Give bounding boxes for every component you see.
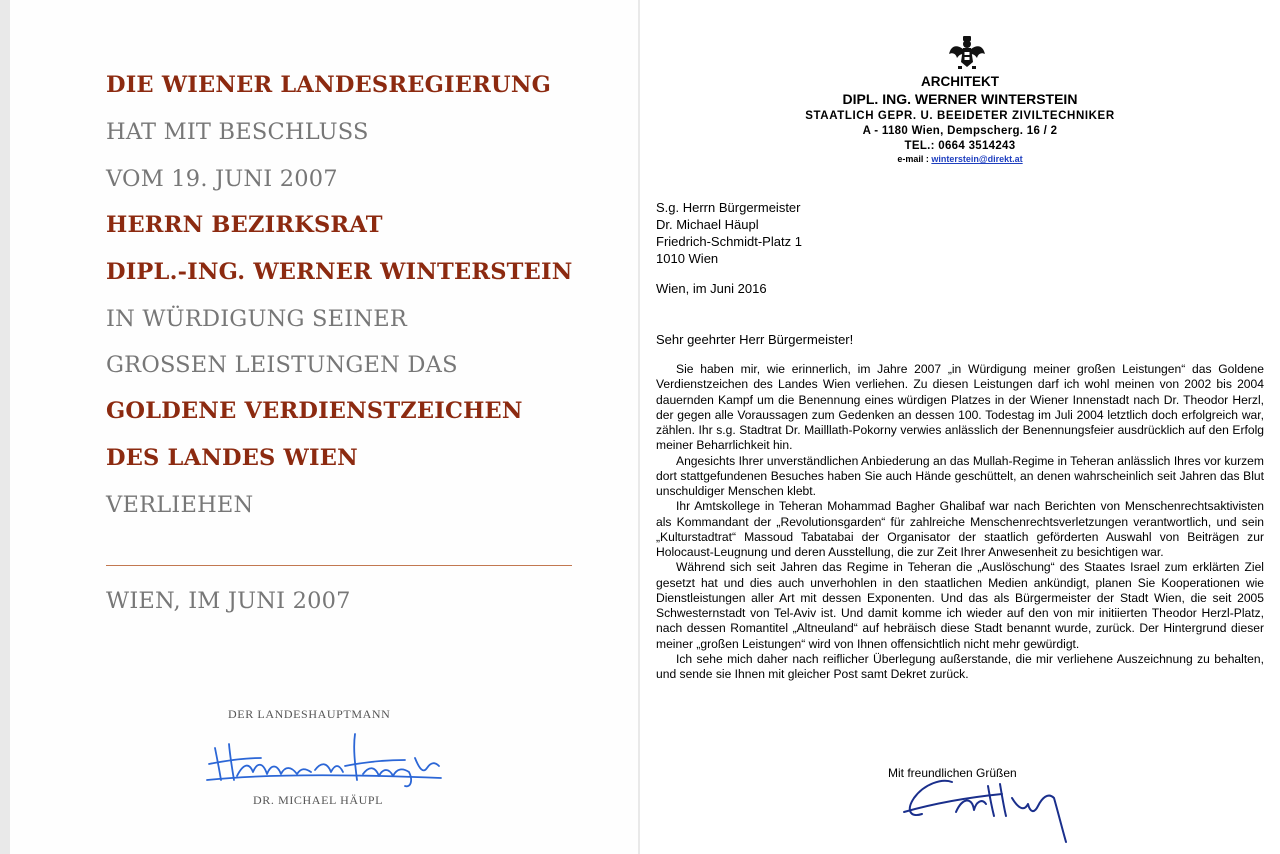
recipient-line: S.g. Herrn Bürgermeister [656,200,801,215]
certificate-place-date: WIEN, IM JUNI 2007 [106,588,351,614]
certificate-line: HAT MIT BESCHLUSS [106,119,369,145]
letterhead-name: DIPL. ING. WERNER WINTERSTEIN [842,91,1078,107]
letterhead-address: A - 1180 Wien, Dempscherg. 16 / 2 [862,125,1058,137]
certificate-line: DIE WIENER LANDESREGIERUNG [106,72,552,98]
email-link[interactable]: winterstein@direkt.at [931,154,1023,164]
divider [106,565,572,566]
austrian-eagle-emblem [948,34,986,70]
letter-paragraph: Während sich seit Jahren das Regime in Teheran die „Auslöschung“ des Staates Israel zum erklärten Ziel gesetzt hat und dies auch unverhohlen in den staatlichen Medien ankündigt, planen Sie Kooperationen wie Dienstleistungen aller Art mit dessen Exponenten. Und das als Bürgermeister der Stadt Wien, die seit 2005 Schwesternstadt von Tel-Aviv ist. Und damit komme ich wieder auf den von mir initiierten Theodor Herzl-Platz, nach dessen Romantitel „Altneuland“ auf hebräisch diese Stadt benannt wurde, zurück. Der Hintergrund dieser meiner „großen Leistungen“ wird von Ihnen offensichtlich nicht mehr gewürdigt. [656,560,1264,651]
signature-winterstein [902,768,1082,848]
letter-paragraph: Angesichts Ihrer unverständlichen Anbiederung an das Mullah-Regime in Teheran anlässlich Ihres vor kurzem dort stattgefundenen Besuches haben Sie auch Hände geschüttelt, an denen wahrscheinlich seit Jahren das Blut unschuldiger Menschen klebt. [656,453,1264,498]
award-name: DES LANDES WIEN [106,445,358,471]
letter-page [640,0,1280,854]
letter-paragraph: Sie haben mir, wie erinnerlich, im Jahre 2007 „in Würdigung meiner großen Leistungen“ das Goldene Verdienstzeichen des Landes Wien verliehen. Zu diesen Leistungen darf ich wohl meinen von 2002 bis 2004 dauernden Kampf um die Benennung eines würdigen Platzes in der Wiener Innenstadt nach Dr. Theodor Herzl, der gegen alle Voraussagen zum Gedenken an dessen 100. Todestag im Juli 2004 letztlich doch erfolgreich war, zählen. Ihr s.g. Stadtrat Dr. Mailllath-Pokorny verwies anlässlich der Benennungsfeier ausdrücklich auf den Erfolg meiner Beharrlichkeit hin. [656,362,1264,453]
letterhead-phone: TEL.: 0664 3514243 [904,140,1016,152]
award-name: GOLDENE VERDIENSTZEICHEN [106,398,523,424]
certificate-line: IN WÜRDIGUNG SEINER [106,306,408,332]
letterhead-qualification: STAATLICH GEPR. U. BEEIDETER ZIVILTECHNIKER [805,110,1115,122]
letterhead-profession: ARCHITEKT [921,74,999,89]
recipient-line: 1010 Wien [656,251,719,266]
certificate-line: HERRN BEZIRKSRAT [106,212,383,238]
signatory-title: DER LANDESHAUPTMANN [228,707,391,721]
recipient-line: Friedrich-Schmidt-Platz 1 [656,234,802,249]
signatory-name: DR. MICHAEL HÄUPL [253,793,384,807]
certificate-page [10,0,638,854]
letter-paragraph: Ihr Amtskollege in Teheran Mohammad Bagher Ghalibaf war nach Berichten von Menschenrechtsaktivisten als Kommandant der „Revolutionsgarden“ für zahlreiche Menschenrechtsverletzungen verantwortlich, und sein „Kulturstadtrat“ Massoud Tabatabai der Organisator der staatlich geförderten Auswahl von Beiträgen zur Holocaust-Leugnung und deren Ausstellung, die zur Zeit Ihrer Anwesenheit zu besichtigen war. [656,499,1264,559]
salutation: Sehr geehrter Herr Bürgermeister! [656,332,854,347]
recipient-line: Dr. Michael Häupl [656,217,759,232]
certificate-line: VERLIEHEN [106,492,254,518]
letter-date: Wien, im Juni 2016 [656,281,767,296]
email-label: e-mail : [897,154,929,164]
letter-body [656,362,1264,682]
certificate-line: GROSSEN LEISTUNGEN DAS [106,352,458,378]
letter-paragraph: Ich sehe mich daher nach reiflicher Überlegung außerstande, die mir verliehene Auszeichnung zu behalten, und sende sie Ihnen mit gleicher Post samt Dekret zurück. [656,651,1264,681]
certificate-line: VOM 19. JUNI 2007 [106,166,338,192]
signature-haeupl [205,728,445,790]
closing: Mit freundlichen Grüßen [888,766,1017,780]
letterhead-email-row [640,154,1280,164]
recipient-name: DIPL.-ING. WERNER WINTERSTEIN [106,259,573,285]
